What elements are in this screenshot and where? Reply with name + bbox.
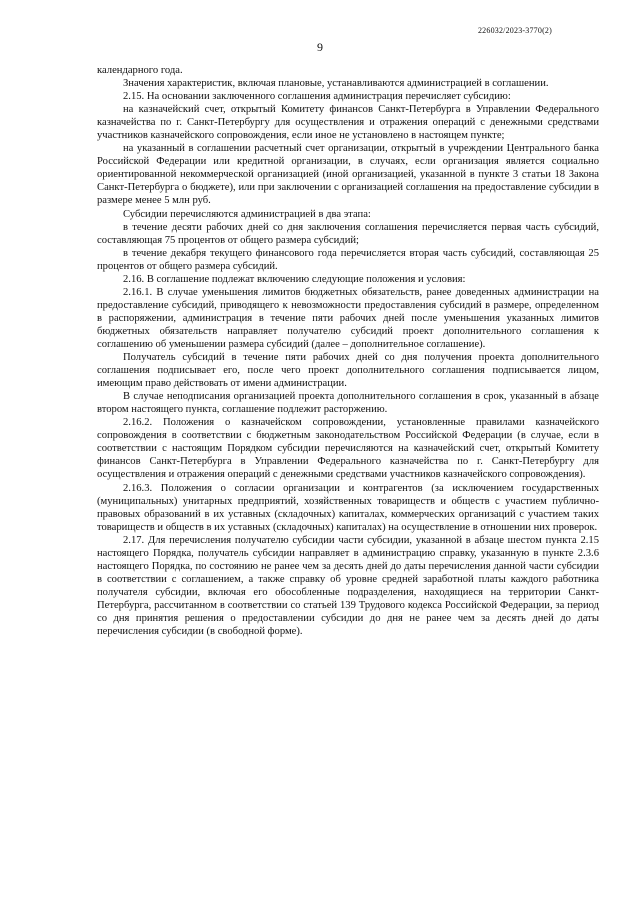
paragraph: на указанный в соглашении расчетный счет организации, открытый в учреждении Центрального банка Российской Федерации или кредитной организации, в случаях, если организация является социально ориентированной некоммерческой организацией (иной организацией, указанной в пункте 3 статьи 18 Закона Санкт-Петербурга о бюджете), или при заключении с организацией соглашения на предоставление субсидии в размере менее 5 млн руб.: [97, 143, 599, 207]
section-2-15: 2.15. На основании заключенного соглашения администрация перечисляет субсидию:: [123, 91, 511, 103]
section-2-17: 2.17. Для перечисления получателю субсидии части субсидии, указанной в абзаце шестом пункта 2.15 настоящего Порядка, получатель субсидии направляет в администрацию справку, указанную в пункте 2.3.6 настоящего Порядка, по состоянию не ранее чем за десять дней до даты перечисления данной части субсидии в соответствии с соглашением, а также справку об уровне средней заработной платы каждого работника получателя субсидии, включая его обособленные подразделения, находящиеся на территории Санкт-Петербурга, рассчитанном в соответствии со статьей 139 Трудового кодекса Российской Федерации, за период со дня принятия решения о предоставлении субсидии до дня не ранее чем за десять дней до даты перечисления субсидии (в свободной форме).: [97, 534, 599, 638]
paragraph: на казначейский счет, открытый Комитету финансов Санкт-Петербурга в Управлении Федерального казначейства по г. Санкт-Петербургу для осуществления и отражения операций с денежными средствами участников казначейского сопровождения, если иное не установлено в настоящем пункте;: [97, 104, 599, 142]
section-2-16-3: 2.16.3. Положения о согласии организации и контрагентов (за исключением государственных (муниципальных) унитарных предприятий, хозяйственных товариществ и обществ с участием публично-правовых образований в их уставных (складочных) капиталах, коммерческих организаций с участием таких товариществ и обществ в их уставных (складочных) капиталах) на осуществление в отношении них проверок.: [97, 482, 599, 533]
page-number: 9: [317, 40, 323, 54]
section-2-16-1: 2.16.1. В случае уменьшения лимитов бюджетных обязательств, ранее доведенных администрации на предоставление субсидий, приводящего к невозможности предоставления субсидий в размере, определенном в распоряжении, администрация в течение пяти рабочих дней после уменьшения указанных лимитов бюджетных обязательств направляет получателю субсидий проект дополнительного соглашения к соглашению об уменьшении размера субсидий (далее – дополнительное соглашение).: [97, 286, 599, 350]
paragraph: Значения характеристик, включая плановые, устанавливаются администрацией в соглашении.: [123, 78, 549, 90]
section-2-16: 2.16. В соглашение подлежат включению следующие положения и условия:: [123, 273, 466, 285]
document-registration-number: 226032/2023-3770(2): [477, 26, 552, 35]
document-body: [97, 64, 599, 638]
paragraph: в течение декабря текущего финансового года перечисляется вторая часть субсидий, составляющая 25 процентов от общего размера субсидий.: [97, 247, 599, 272]
paragraph: Получатель субсидий в течение пяти рабочих дней со дня получения проекта дополнительного соглашения подписывает его, после чего проект дополнительного соглашения подписывается лицом, имеющим право действовать от имени администрации.: [97, 352, 599, 390]
paragraph: Субсидии перечисляются администрацией в два этапа:: [123, 208, 371, 220]
section-2-16-2: 2.16.2. Положения о казначейском сопровождении, установленные правилами казначейского сопровождения в соответствии с бюджетным законодательством Российской Федерации (в случае, если в соответствии с настоящим Порядком субсидии перечисляются на казначейский счет, открытый Комитету финансов Санкт-Петербурга в Управлении Федерального казначейства по г. Санкт-Петербургу для осуществления и отражения операций с денежными средствами участников казначейского сопровождения).: [97, 417, 599, 481]
paragraph: В случае неподписания организацией проекта дополнительного соглашения в срок, указанный в абзаце втором настоящего пункта, соглашение подлежит расторжению.: [97, 391, 599, 416]
paragraph: календарного года.: [97, 65, 183, 76]
paragraph: в течение десяти рабочих дней со дня заключения соглашения перечисляется первая часть субсидий, составляющая 75 процентов от общего размера субсидий;: [97, 221, 599, 246]
